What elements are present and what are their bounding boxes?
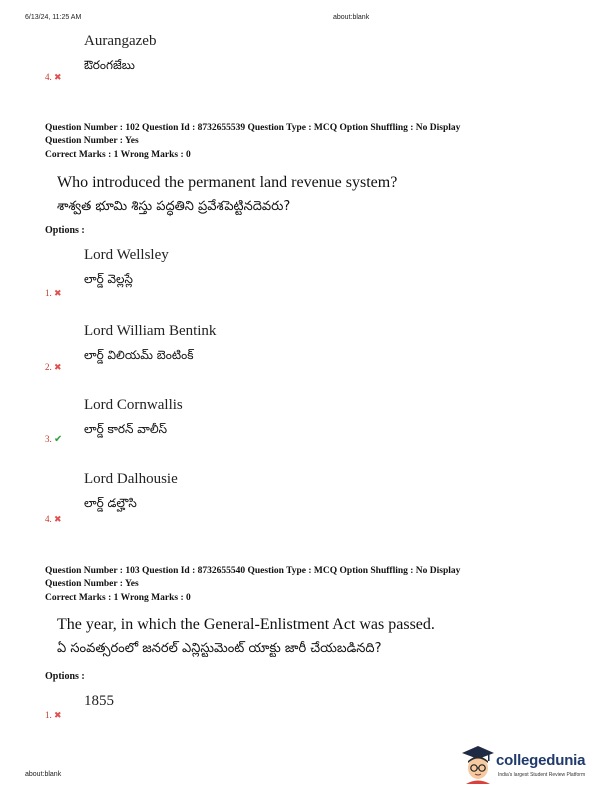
option-number — [45, 514, 62, 525]
print-datetime: 6/13/24, 11:25 AM — [25, 14, 82, 21]
wrong-mark-icon: ✖ — [54, 363, 62, 373]
option-text-en: Lord Dalhousie — [84, 471, 178, 487]
option-text-te: లార్డ్ కారన్ వాలీస్ — [84, 422, 168, 436]
option-number — [45, 288, 62, 299]
print-url: about:blank — [333, 14, 370, 21]
question-meta-line2: Question Number : Yes — [45, 579, 139, 589]
option-text-te: లార్డ్ విలియమ్ బెంటింక్ — [84, 348, 194, 362]
option-number — [45, 434, 62, 445]
option-number — [45, 72, 62, 83]
option-text-en: Lord William Bentink — [84, 323, 217, 339]
question-meta-line1: Question Number : 102 Question Id : 8732655539 Question Type : MCQ Option Shuffling : No Display — [45, 123, 461, 133]
question-meta-line3: Correct Marks : 1 Wrong Marks : 0 — [45, 150, 191, 160]
option-text-en: Lord Cornwallis — [84, 397, 183, 413]
collegedunia-logo — [458, 744, 608, 788]
options-label: Options : — [45, 671, 85, 682]
logo-tagline: India's largest Student Review Platform — [498, 772, 586, 778]
check-mark-icon: ✔ — [54, 434, 63, 445]
question-text-te: ఏ సంవత్సరంలో జనరల్ ఎన్లిస్టుమెంట్ యాక్టు జారీ చేయబడినది? — [57, 641, 382, 656]
logo-name: collegedunia — [496, 752, 586, 769]
question-meta-line2: Question Number : Yes — [45, 136, 139, 146]
wrong-mark-icon: ✖ — [54, 711, 62, 721]
student-mascot-icon — [458, 744, 494, 784]
option-text-en: Aurangazeb — [84, 33, 157, 49]
option-text-en: 1855 — [84, 693, 114, 709]
option-number — [45, 362, 62, 373]
option-number-label: 1. — [45, 288, 52, 298]
option-number-label: 4. — [45, 514, 52, 524]
option-text-te: లార్డ్ డల్హౌసి — [84, 496, 137, 510]
question-meta-line1: Question Number : 103 Question Id : 8732655540 Question Type : MCQ Option Shuffling : No Display — [45, 566, 461, 576]
question-meta-line3: Correct Marks : 1 Wrong Marks : 0 — [45, 593, 191, 603]
question-text-te: శాశ్వత భూమి శిస్తు పద్ధతిని ప్రవేశపెట్టినదెవరు? — [57, 199, 291, 214]
option-number-label: 2. — [45, 362, 52, 372]
options-label: Options : — [45, 225, 85, 236]
question-text-en: Who introduced the permanent land revenue system? — [57, 174, 398, 191]
wrong-mark-icon: ✖ — [54, 73, 62, 83]
wrong-mark-icon: ✖ — [54, 515, 62, 525]
footer-url: about:blank — [25, 771, 62, 778]
option-number-label: 3. — [45, 434, 52, 444]
option-text-te: లార్డ్ వెల్లస్లే — [84, 272, 133, 286]
option-number-label: 1. — [45, 710, 52, 720]
option-text-te: ఔరంగజేబు — [84, 58, 135, 72]
wrong-mark-icon: ✖ — [54, 289, 62, 299]
option-number-label: 4. — [45, 72, 52, 82]
option-text-en: Lord Wellsley — [84, 247, 169, 263]
question-text-en: The year, in which the General-Enlistment Act was passed. — [57, 616, 435, 633]
option-number — [45, 710, 62, 721]
